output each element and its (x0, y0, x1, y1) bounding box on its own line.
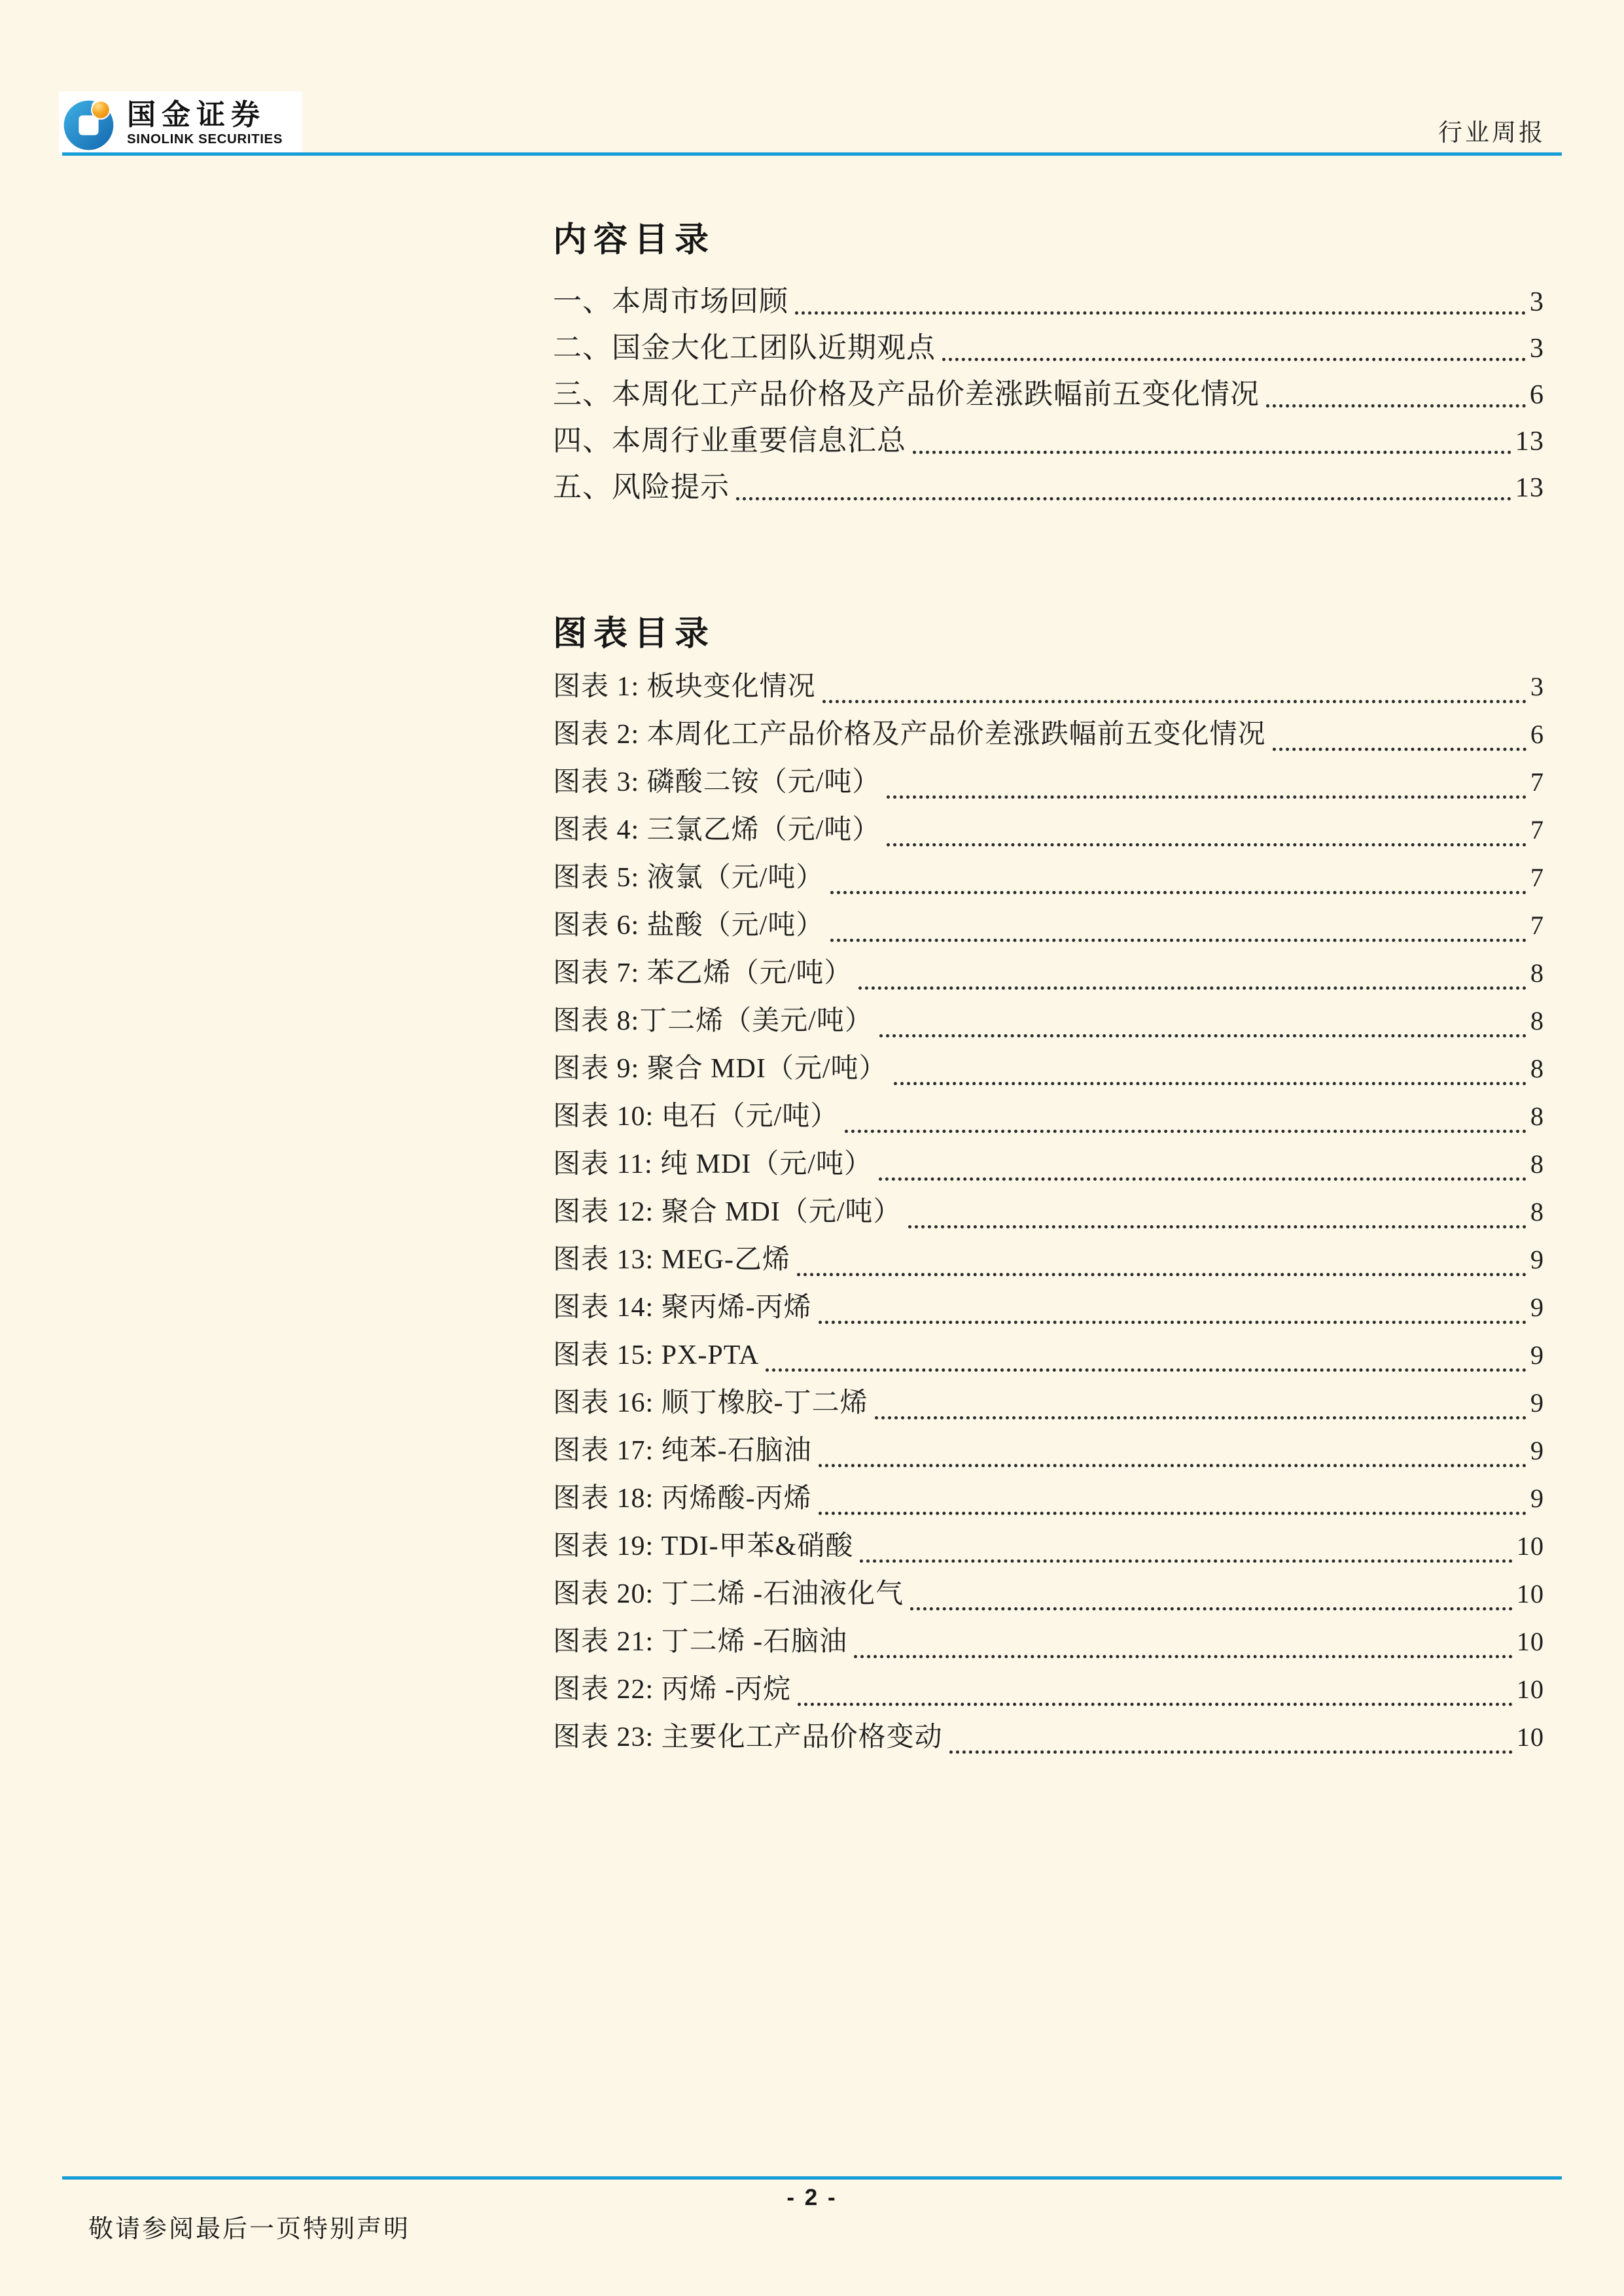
figure-item-page: 10 (1516, 1627, 1544, 1656)
figure-item (553, 903, 1544, 951)
figure-item-page: 9 (1530, 1293, 1544, 1322)
figure-item-page: 10 (1516, 1722, 1544, 1752)
toc-item-label: 五、风险提示 (553, 471, 730, 503)
figure-item-label: 图表 1: 板块变化情况 (553, 672, 816, 702)
figure-item-page: 9 (1530, 1388, 1544, 1418)
figure-item-page: 9 (1530, 1245, 1544, 1274)
toc-item (553, 324, 1544, 370)
figure-item (553, 856, 1544, 903)
figure-item-label: 图表 23: 主要化工产品价格变动 (553, 1722, 943, 1752)
figure-item-page: 7 (1530, 767, 1544, 797)
figure-item (553, 1047, 1544, 1094)
figure-item (553, 999, 1544, 1047)
figure-item-label: 图表 16: 顺丁橡胶-丁二烯 (553, 1388, 868, 1418)
figure-item-page: 9 (1530, 1340, 1544, 1370)
figure-item (553, 712, 1544, 760)
figure-item (553, 1620, 1544, 1667)
leader-dots (858, 986, 1527, 990)
leader-dots (819, 1320, 1527, 1324)
toc-item-page: 3 (1529, 287, 1544, 317)
toc-item (553, 417, 1544, 463)
figure-item (553, 760, 1544, 808)
leader-dots (819, 1511, 1527, 1515)
toc-heading: 内容目录 (553, 222, 716, 259)
leader-dots (949, 1750, 1513, 1754)
leader-dots (860, 1559, 1512, 1563)
figure-item-label: 图表 21: 丁二烯 -石脑油 (553, 1627, 848, 1657)
figure-item (553, 1238, 1544, 1285)
toc-item (553, 277, 1544, 324)
figure-item-label: 图表 10: 电石（元/吨） (553, 1102, 839, 1132)
figure-item-page: 10 (1516, 1675, 1544, 1704)
toc-item-page: 3 (1529, 333, 1544, 364)
figure-item-page: 3 (1530, 672, 1544, 701)
leader-dots (830, 938, 1527, 942)
figure-item-label: 图表 14: 聚丙烯-丙烯 (553, 1293, 812, 1323)
leader-dots (894, 1081, 1527, 1085)
figure-item (553, 1667, 1544, 1715)
figure-item (553, 665, 1544, 712)
toc-item (553, 463, 1544, 510)
figure-item (553, 1190, 1544, 1238)
figure-item-label: 图表 20: 丁二烯 -石油液化气 (553, 1579, 904, 1609)
figure-item-label: 图表 7: 苯乙烯（元/吨） (553, 958, 853, 988)
leader-dots (845, 1129, 1527, 1133)
figure-item-label: 图表 11: 纯 MDI（元/吨） (553, 1149, 872, 1179)
figure-item (553, 1476, 1544, 1524)
figure-item-label: 图表 15: PX-PTA (553, 1340, 760, 1370)
figure-item-label: 图表 6: 盐酸（元/吨） (553, 911, 824, 941)
leader-dots (875, 1416, 1527, 1419)
figure-item-page: 7 (1530, 863, 1544, 892)
figure-item-page: 10 (1516, 1531, 1544, 1561)
figure-item-label: 图表 3: 磷酸二铵（元/吨） (553, 767, 881, 797)
figure-item-page: 8 (1530, 1102, 1544, 1131)
figure-item-label: 图表 8:丁二烯（美元/吨） (553, 1006, 873, 1036)
figure-item-page: 6 (1530, 720, 1544, 749)
toc-item-page: 6 (1529, 379, 1544, 410)
leader-dots (942, 357, 1526, 361)
leader-dots (830, 890, 1527, 894)
figure-item-page: 8 (1530, 1054, 1544, 1083)
figure-item (553, 1333, 1544, 1381)
toc-item-label: 一、本周市场回顾 (553, 285, 788, 317)
figure-item-label: 图表 4: 三氯乙烯（元/吨） (553, 815, 881, 845)
figure-item-label: 图表 2: 本周化工产品价格及产品价差涨跌幅前五变化情况 (553, 720, 1266, 750)
figure-item (553, 1142, 1544, 1190)
leader-dots (798, 1702, 1513, 1706)
figure-item-page: 8 (1530, 958, 1544, 988)
figure-item (553, 1429, 1544, 1476)
leader-dots (819, 1463, 1527, 1467)
figure-item-label: 图表 12: 聚合 MDI（元/吨） (553, 1197, 902, 1227)
figure-item (553, 1572, 1544, 1620)
figure-list-heading: 图表目录 (553, 616, 716, 653)
figure-item-page: 8 (1530, 1006, 1544, 1035)
figure-list (553, 665, 1544, 1763)
figure-item (553, 1524, 1544, 1572)
figure-item-label: 图表 17: 纯苯-石脑油 (553, 1436, 812, 1466)
leader-dots (879, 1034, 1527, 1037)
toc-item-page: 13 (1515, 426, 1544, 457)
figure-item-page: 8 (1530, 1197, 1544, 1226)
figure-item-page: 7 (1530, 911, 1544, 940)
sinolink-logo-icon (63, 96, 118, 152)
figure-item-label: 图表 22: 丙烯 -丙烷 (553, 1675, 792, 1705)
figure-item-page: 9 (1530, 1484, 1544, 1513)
figure-item-label: 图表 13: MEG-乙烯 (553, 1245, 790, 1275)
toc-list (553, 277, 1544, 510)
leader-dots (879, 1177, 1527, 1181)
header-divider (62, 152, 1562, 156)
brand-text (127, 100, 283, 147)
leader-dots (1266, 404, 1526, 408)
toc-item (553, 370, 1544, 417)
leader-dots (766, 1368, 1527, 1372)
leader-dots (913, 450, 1511, 454)
toc-item-label: 三、本周化工产品价格及产品价差涨跌幅前五变化情况 (553, 378, 1260, 410)
figure-item (553, 808, 1544, 856)
figure-item (553, 1285, 1544, 1333)
figure-item-page: 7 (1530, 815, 1544, 844)
leader-dots (854, 1654, 1513, 1658)
figure-item (553, 1715, 1544, 1763)
toc-item-label: 四、本周行业重要信息汇总 (553, 425, 906, 457)
toc-item-label: 二、国金大化工团队近期观点 (553, 332, 936, 364)
report-type-label: 行业周报 (1438, 120, 1545, 147)
footer-divider (62, 2176, 1562, 2180)
brand-name-en: SINOLINK SECURITIES (127, 131, 283, 147)
leader-dots (822, 699, 1527, 703)
page-number: - 2 - (786, 2185, 838, 2210)
figure-item-page: 10 (1516, 1579, 1544, 1609)
leader-dots (736, 496, 1511, 500)
toc-item-page: 13 (1515, 472, 1544, 503)
figure-item (553, 1381, 1544, 1429)
figure-item-label: 图表 9: 聚合 MDI（元/吨） (553, 1054, 887, 1084)
leader-dots (910, 1607, 1513, 1610)
figure-item (553, 951, 1544, 999)
leader-dots (795, 311, 1526, 315)
footer-disclaimer: 敬请参阅最后一页特别声明 (88, 2216, 411, 2243)
figure-item-label: 图表 18: 丙烯酸-丙烯 (553, 1484, 812, 1514)
brand-logo (59, 92, 302, 155)
figure-item-page: 8 (1530, 1149, 1544, 1179)
figure-item-label: 图表 19: TDI-甲苯&硝酸 (553, 1531, 854, 1561)
leader-dots (797, 1272, 1527, 1276)
leader-dots (887, 843, 1527, 846)
leader-dots (1273, 747, 1527, 751)
figure-item-page: 9 (1530, 1436, 1544, 1465)
brand-name-cn: 国金证券 (127, 98, 266, 131)
figure-item (553, 1094, 1544, 1142)
leader-dots (908, 1225, 1527, 1228)
leader-dots (887, 795, 1527, 799)
figure-item-label: 图表 5: 液氯（元/吨） (553, 863, 824, 893)
